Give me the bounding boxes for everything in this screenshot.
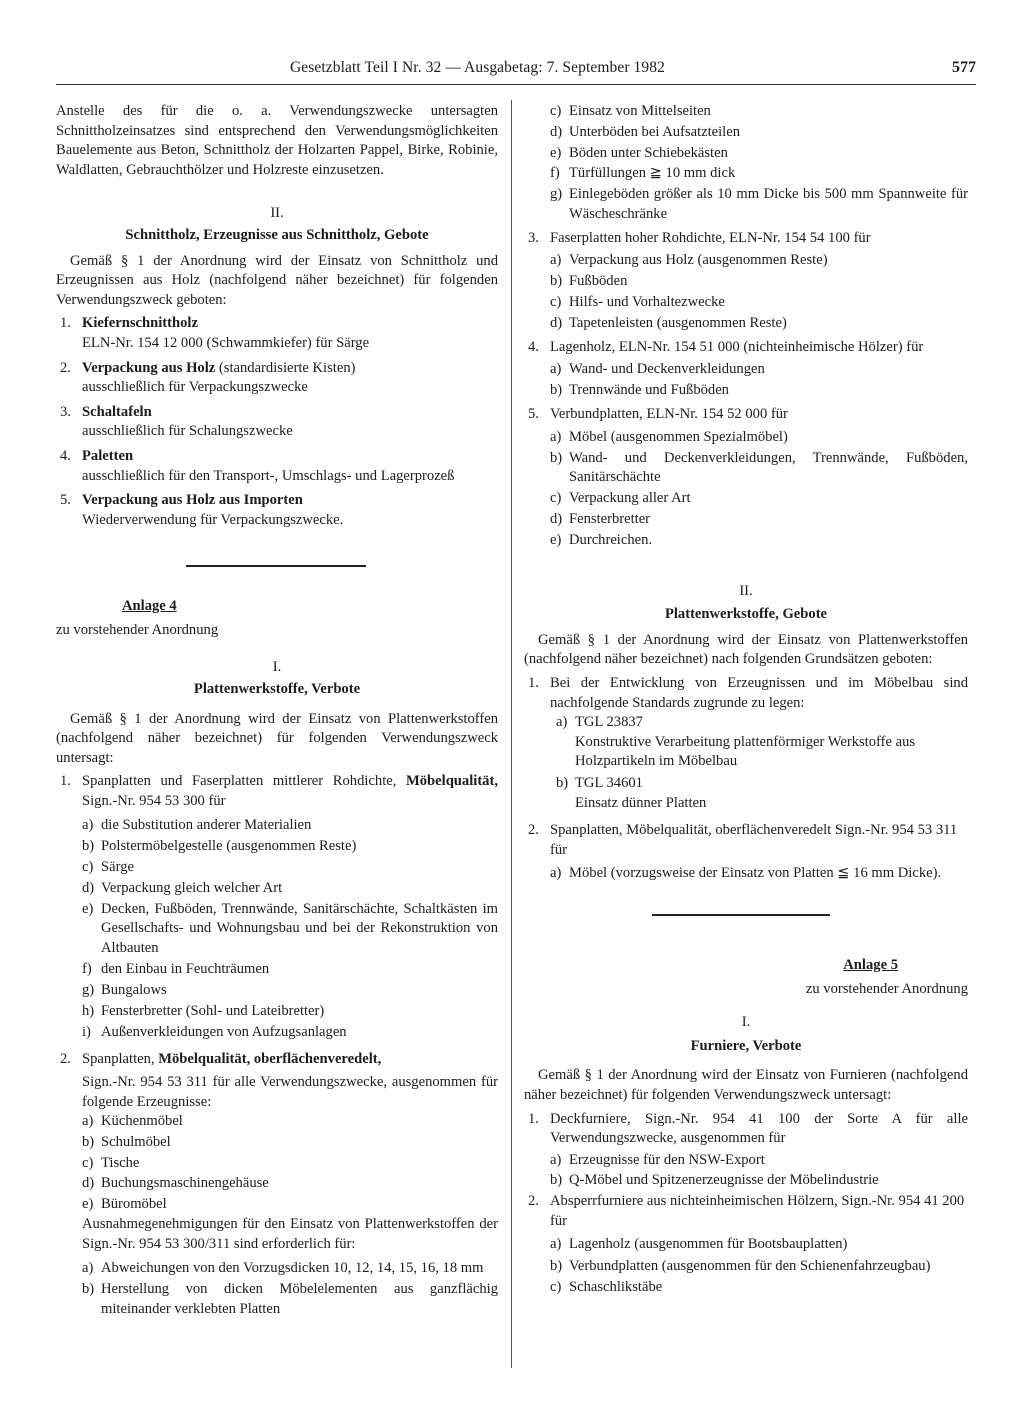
section-heading: Plattenwerkstoffe, Verbote [193,681,361,698]
sublist [524,1151,968,1192]
sub-text: Lagenholz (ausgenommen für Bootsbauplatten) [569,1236,848,1253]
sub-text: Verpackung aller Art [569,490,691,506]
sublist [56,816,498,1044]
sub-letter: c) [550,490,562,506]
item-text: Sign.-Nr. 954 53 300 für [82,793,226,810]
sub-letter: e) [82,1195,94,1212]
sublist-item [524,381,968,401]
sub-letter: f) [82,960,92,977]
sub-text: Bungalows [101,981,167,998]
sub-letter: f) [550,165,560,182]
item-title: Kiefernschnittholz [82,315,198,332]
sublist [524,713,968,815]
sub-letter: a) [550,361,562,378]
sublist-item [524,102,968,122]
sub-letter: d) [82,879,95,896]
list-item [524,821,968,860]
item-text: ausschließlich für den Transport-, Umschlags- und Lagerprozeß [82,467,455,484]
sublist-item [524,774,968,813]
sublist-item [524,1278,968,1298]
sublist-item [524,428,968,448]
sub-text: den Einbau in Feuchträumen [101,960,270,977]
sublist-item [524,1235,968,1255]
sub-letter: c) [550,103,562,119]
sub-letter: b) [550,1172,563,1189]
item-number: 5. [528,406,539,423]
sublist-item [524,864,968,884]
sub-text: Polstermöbelgestelle (ausgenommen Reste) [101,837,357,854]
sub-text: Erzeugnisse für den NSW-Export [569,1151,765,1168]
sub-text: Einsatz von Mittelseiten [569,103,711,119]
sub-letter: d) [550,314,563,331]
sub-letter: c) [550,293,562,310]
sub-letter: b) [82,1134,95,1151]
item-number: 1. [528,1110,539,1127]
sublist [524,102,968,226]
item-text: Spanplatten und Faserplatten mittlerer Rohdichte, [82,773,406,790]
sublist-item [56,960,498,980]
sublist-item [524,449,968,488]
gebote-list [56,314,498,535]
sub-letter: b) [550,449,563,466]
sub-text: Särge [101,858,134,875]
sub-text: Fensterbretter [569,510,651,527]
sub-letter: g) [550,186,563,203]
list-item [524,1110,968,1149]
sub-letter: b) [82,1281,95,1298]
column-divider [511,100,512,1368]
sublist-item [524,164,968,184]
section-paragraph: Gemäß § 1 der Anordnung wird der Einsatz von Plattenwerkstoffen (nachfolgend näher bezeichnet) für folgenden Verwendungszweck untersagt: [56,710,498,766]
sub-letter: a) [550,1236,562,1253]
item-number: 1. [60,773,71,790]
sublist-item [56,1174,498,1194]
item-text: Bei der Entwicklung von Erzeugnissen und im Möbelbau sind nachfolgende Standards zugrunde zu legen: [550,675,968,711]
list-item [524,338,968,358]
sublist-item [56,1112,498,1132]
sublist-item [524,185,968,224]
sublist-item [524,510,968,530]
sub-letter: e) [82,900,94,917]
item-text: Wiederverwendung für Verpackungszwecke. [82,511,344,528]
sublist-item [524,251,968,271]
sublist-item [56,816,498,836]
sub-letter: b) [82,837,95,854]
section-paragraph: Gemäß § 1 der Anordnung wird der Einsatz von Furnieren (nachfolgend näher bezeichnet) für folgenden Verwendungszweck untersagt: [524,1067,968,1103]
sublist-item [524,713,968,772]
sub-text: Buchungsmaschinengehäuse [101,1175,269,1192]
sublist-item [56,900,498,959]
sublist-item [56,981,498,1001]
sublist [56,1259,498,1322]
list-item [56,403,498,442]
right-column [524,102,968,1300]
sub-letter: a) [556,714,568,731]
item-title-rest: (standardisierte Kisten) [215,359,356,376]
sublist-item [56,1002,498,1022]
item-title: Schaltafeln [82,403,152,420]
list-item [524,405,968,425]
standard-title: Einsatz dünner Platten [575,794,707,811]
item-heading-line [82,314,498,334]
sub-letter: b) [550,1257,563,1274]
list-item [524,674,968,713]
sub-text: Unterböden bei Aufsatzteilen [569,123,741,140]
sublist-item [56,1259,498,1279]
item-number: 3. [528,229,539,246]
sublist [56,1112,498,1215]
sublist-item [524,531,968,551]
sublist-item [56,1280,498,1319]
sub-letter: a) [550,428,562,445]
section-heading: Schnittholz, Erzeugnisse aus Schnittholz, Gebote [125,226,429,243]
item-number: 2. [528,822,539,839]
section-heading: Plattenwerkstoffe, Gebote [664,606,828,623]
list-item [56,1050,498,1113]
list-item [524,229,968,249]
anlage-title: Anlage 4 [122,598,177,615]
sublist-item [524,360,968,380]
item-number: 4. [60,447,71,464]
sub-text: Schulmöbel [101,1134,171,1151]
sub-text: Q-Möbel und Spitzenerzeugnisse der Möbelindustrie [569,1172,879,1189]
sub-text: Außenverkleidungen von Aufzugsanlagen [101,1023,347,1040]
sub-letter: d) [550,510,563,527]
sub-letter: c) [550,1279,562,1296]
sublist-item [524,1151,968,1171]
sublist-item [56,858,498,878]
item-number: 5. [60,492,71,509]
item-text: Verbundplatten, ELN-Nr. 154 52 000 für [550,406,788,423]
sub-text: Tische [101,1154,140,1171]
sub-letter: i) [82,1023,91,1040]
sublist-item [524,272,968,292]
section-number: I. [272,659,282,676]
sub-letter: a) [550,1151,562,1168]
sub-text: die Substitution anderer Materialien [101,816,312,833]
sub-text: Schaschlikstäbe [569,1279,663,1296]
item-bold-text: Möbelqualität, oberflächenveredelt, [158,1050,382,1067]
page-number: 577 [952,59,976,76]
item-number: 2. [60,359,71,376]
sublist-item [56,837,498,857]
section-number: II. [270,205,284,222]
sublist-item [56,879,498,899]
sub-letter: d) [550,123,563,140]
sub-text: Einlegeböden größer als 10 mm Dicke bis 500 mm Spannweite für Wäscheschränke [569,186,968,222]
sub-text: Durchreichen. [569,531,653,548]
sub-text: Möbel (ausgenommen Spezialmöbel) [569,428,788,445]
item-text: Lagenholz, ELN-Nr. 154 51 000 (nichteinheimische Hölzer) für [550,338,924,355]
sub-letter: c) [82,1154,94,1171]
item-text: Spanplatten, [82,1050,159,1067]
sub-letter: a) [82,1113,94,1130]
sub-text: Wand- und Deckenverkleidungen [569,361,765,378]
standard-number: TGL 23837 [575,714,643,731]
item-number: 1. [528,675,539,692]
sub-letter: c) [82,858,94,875]
sub-letter: a) [550,252,562,269]
sub-letter: h) [82,1002,95,1019]
sub-letter: a) [82,1259,94,1276]
item-number: 1. [60,315,71,332]
sublist-item [524,1257,968,1277]
sublist-item [524,123,968,143]
item-number: 2. [60,1050,71,1067]
item-heading-line [82,491,498,511]
list-item [56,447,498,486]
item-heading-line [82,447,498,467]
item-text: Absperrfurniere aus nichteinheimischen Hölzern, Sign.-Nr. 954 41 200 für [550,1192,965,1229]
list-item [56,772,498,811]
item-heading-line [82,359,498,379]
sub-text: Büromöbel [101,1195,167,1212]
sub-letter: g) [82,981,95,998]
sublist-item [56,1154,498,1174]
sub-text: Fußböden [569,272,628,289]
item-number: 4. [528,338,539,355]
item-text: Deckfurniere, Sign.-Nr. 954 41 100 der Sorte A für alle Verwendungszwecke, ausgenommen für [550,1110,968,1147]
header-rule [56,84,976,85]
sub-letter: b) [550,272,563,289]
sublist-item [56,1023,498,1043]
sub-letter: d) [82,1175,95,1192]
sub-text: Tapetenleisten (ausgenommen Reste) [569,314,787,331]
item-text: ausschließlich für Schalungszwecke [82,423,293,440]
item-bold-text: Möbelqualität, [405,773,498,790]
sub-text: Möbel (vorzugsweise der Einsatz von Platten ≦ 16 mm Dicke). [569,865,942,882]
sub-text: Wand- und Deckenverkleidungen, Trennwände, Fußböden, Sanitärschächte [569,449,968,486]
sublist-item [56,1195,498,1215]
sub-text: Küchenmöbel [101,1113,183,1130]
item-title: Paletten [82,447,134,464]
anlage-subtitle: zu vorstehender Anordnung [56,621,219,638]
sub-text: Herstellung von dicken Möbelelementen aus ganzflächig miteinander verklebten Platten [101,1281,498,1317]
standard-number: TGL 34601 [575,775,643,792]
sub-text: Verpackung gleich welcher Art [101,879,283,896]
list-item [56,491,498,530]
item-title: Verpackung aus Holz aus Importen [82,492,303,509]
list-item [524,1192,968,1231]
item-number: 3. [60,403,71,420]
sub-letter: b) [556,775,569,792]
list-item [56,359,498,398]
sub-text: Abweichungen von den Vorzugsdicken 10, 12, 14, 15, 16, 18 mm [101,1259,484,1276]
intro-paragraph: Anstelle des für die o. a. Verwendungszwecke untersagten Schnittholzeinsatzes sind entsprechend den Verwendungsmöglichkeiten Bauelemente aus Beton, Schnittholz der Holzarten Pappel, Birke, Robinie, Waldlatten, Gebrauchthölzer und Holzreste einzusetzen. [56,103,498,178]
sub-letter: a) [550,865,562,882]
anlage-title: Anlage 5 [843,956,898,973]
sub-letter: a) [82,816,94,833]
section-heading: Furniere, Verbote [690,1037,802,1054]
sublist-item [524,293,968,313]
sub-letter: e) [550,144,562,161]
sub-letter: b) [550,382,563,399]
left-column [56,102,498,1321]
sub-letter: e) [550,531,562,548]
exception-paragraph: Ausnahmegenehmigungen für den Einsatz von Plattenwerkstoffen der Sign.-Nr. 954 53 300/311 sind erforderlich für: [82,1216,498,1253]
item-text: Faserplatten hoher Rohdichte, ELN-Nr. 154 54 100 für [550,229,871,246]
item-text: ausschließlich für Verpackungszwecke [82,379,308,396]
gazette-title: Gesetzblatt Teil I Nr. 32 — Ausgabetag: 7. September 1982 [290,59,665,76]
sublist-item [524,314,968,334]
item-text: ELN-Nr. 154 12 000 (Schwammkiefer) für Särge [82,334,370,351]
item-heading-line [82,403,498,423]
item-number: 2. [528,1192,539,1209]
sub-text: Trennwände und Fußböden [569,382,729,399]
sublist [524,1235,968,1300]
sub-text: Hilfs- und Vorhaltezwecke [569,293,725,310]
anlage-subtitle: zu vorstehender Anordnung [805,980,968,997]
section-paragraph: Gemäß § 1 der Anordnung wird der Einsatz von Schnittholz und Erzeugnissen aus Holz (nachfolgend näher bezeichnet) für folgenden Verwendungszweck geboten: [56,252,498,308]
section-number: I. [741,1014,751,1031]
item-list [524,226,968,552]
sublist-item [524,1171,968,1191]
sub-text: Decken, Fußböden, Trennwände, Sanitärschächte, Schaltkästen im Gesellschafts- und Wohnungsbau und bei der Rekonstruktion von Altbauten [101,900,498,956]
item-text: Sign.-Nr. 954 53 311 für alle Verwendungszwecke, ausgenommen für folgende Erzeugnisse: [82,1074,498,1110]
sub-text: Türfüllungen ≧ 10 mm dick [569,165,736,182]
item-title: Verpackung aus Holz [82,359,216,376]
sub-text: Verpackung aus Holz (ausgenommen Reste) [569,252,828,269]
sub-text: Böden unter Schiebekästen [569,144,728,161]
standard-title: Konstruktive Verarbeitung plattenförmiger Werkstoffe aus Holzpartikeln im Möbelbau [575,733,916,770]
page-header [56,58,976,82]
list-item [56,314,498,353]
item-text: Spanplatten, Möbelqualität, oberflächenveredelt Sign.-Nr. 954 53 311 für [550,822,958,858]
section-paragraph: Gemäß § 1 der Anordnung wird der Einsatz von Plattenwerkstoffen (nachfolgend näher bezeichnet) nach folgenden Grundsätzen geboten: [524,631,968,668]
sublist-item [524,144,968,164]
section-number: II. [739,582,753,599]
sublist-item [524,489,968,509]
sublist-item [56,1133,498,1153]
sub-text: Fensterbretter (Sohl- und Lateibretter) [101,1002,325,1019]
sub-text: Verbundplatten (ausgenommen für den Schienenfahrzeugbau) [569,1257,931,1274]
